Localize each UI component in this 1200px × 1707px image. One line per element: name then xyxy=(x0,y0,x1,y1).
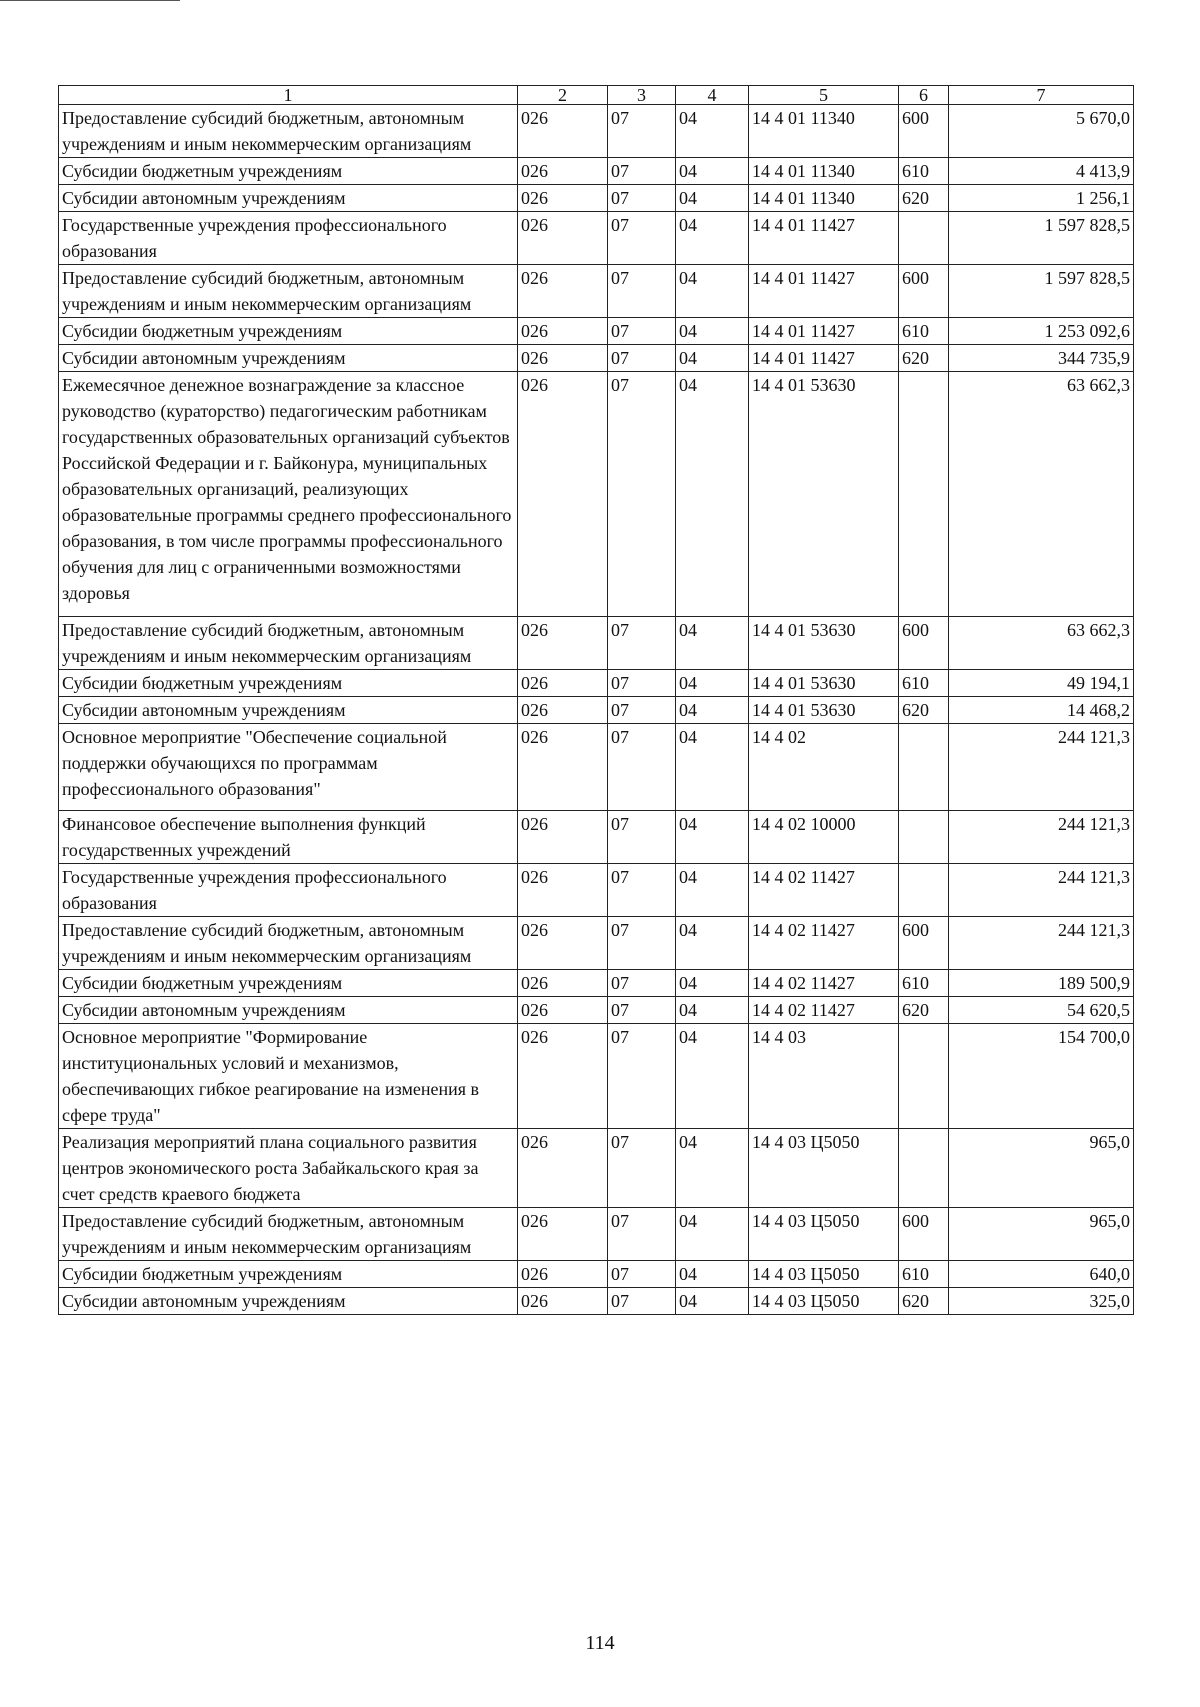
row-section-cell: 07 xyxy=(608,917,676,970)
row-section-cell: 07 xyxy=(608,697,676,724)
row-name-cell: Субсидии бюджетным учреждениям xyxy=(59,318,518,345)
row-amount-cell: 54 620,5 xyxy=(949,997,1134,1024)
row-section-cell: 07 xyxy=(608,1208,676,1261)
table-row xyxy=(59,1129,1134,1208)
row-name-cell: Субсидии автономным учреждениям xyxy=(59,185,518,212)
row-type-cell: 610 xyxy=(899,158,949,185)
row-name-cell: Субсидии автономным учреждениям xyxy=(59,697,518,724)
table-row xyxy=(59,265,1134,318)
header-col-7: 7 xyxy=(949,86,1134,105)
row-target-cell: 14 4 01 11340 xyxy=(749,158,899,185)
row-name-cell: Основное мероприятие "Формирование институциональных условий и механизмов, обеспечивающих гибкое реагирование на изменения в сфере труда" xyxy=(59,1024,518,1129)
row-target-cell: 14 4 03 Ц5050 xyxy=(749,1208,899,1261)
table-row xyxy=(59,318,1134,345)
header-col-6: 6 xyxy=(899,86,949,105)
row-code-cell: 026 xyxy=(518,724,608,811)
row-subsection-cell: 04 xyxy=(676,724,749,811)
row-amount-cell: 4 413,9 xyxy=(949,158,1134,185)
header-col-5: 5 xyxy=(749,86,899,105)
row-name-cell: Предоставление субсидий бюджетным, автономным учреждениям и иным некоммерческим организациям xyxy=(59,105,518,158)
row-section-cell: 07 xyxy=(608,970,676,997)
row-code-cell: 026 xyxy=(518,1261,608,1288)
row-amount-cell: 189 500,9 xyxy=(949,970,1134,997)
row-subsection-cell: 04 xyxy=(676,970,749,997)
row-name-cell: Предоставление субсидий бюджетным, автономным учреждениям и иным некоммерческим организациям xyxy=(59,917,518,970)
row-section-cell: 07 xyxy=(608,158,676,185)
header-col-2: 2 xyxy=(518,86,608,105)
row-type-cell: 600 xyxy=(899,917,949,970)
row-section-cell: 07 xyxy=(608,811,676,864)
row-section-cell: 07 xyxy=(608,617,676,670)
row-subsection-cell: 04 xyxy=(676,105,749,158)
row-target-cell: 14 4 03 Ц5050 xyxy=(749,1288,899,1315)
row-section-cell: 07 xyxy=(608,212,676,265)
row-amount-cell: 640,0 xyxy=(949,1261,1134,1288)
row-code-cell: 026 xyxy=(518,185,608,212)
row-section-cell: 07 xyxy=(608,345,676,372)
row-code-cell: 026 xyxy=(518,318,608,345)
row-target-cell: 14 4 01 53630 xyxy=(749,697,899,724)
row-type-cell: 600 xyxy=(899,105,949,158)
row-name-cell: Предоставление субсидий бюджетным, автономным учреждениям и иным некоммерческим организациям xyxy=(59,617,518,670)
header-col-4: 4 xyxy=(676,86,749,105)
row-code-cell: 026 xyxy=(518,212,608,265)
row-target-cell: 14 4 03 xyxy=(749,1024,899,1129)
row-subsection-cell: 04 xyxy=(676,997,749,1024)
row-code-cell: 026 xyxy=(518,372,608,617)
table-row xyxy=(59,1024,1134,1129)
row-type-cell: 620 xyxy=(899,345,949,372)
table-body xyxy=(59,105,1134,1315)
row-code-cell: 026 xyxy=(518,265,608,318)
row-name-cell: Субсидии автономным учреждениям xyxy=(59,345,518,372)
row-name-cell: Предоставление субсидий бюджетным, автономным учреждениям и иным некоммерческим организациям xyxy=(59,1208,518,1261)
row-type-cell xyxy=(899,1129,949,1208)
row-target-cell: 14 4 03 Ц5050 xyxy=(749,1261,899,1288)
row-section-cell: 07 xyxy=(608,670,676,697)
table-row xyxy=(59,345,1134,372)
row-subsection-cell: 04 xyxy=(676,697,749,724)
row-amount-cell: 154 700,0 xyxy=(949,1024,1134,1129)
row-type-cell: 610 xyxy=(899,670,949,697)
row-type-cell xyxy=(899,1024,949,1129)
row-subsection-cell: 04 xyxy=(676,670,749,697)
row-subsection-cell: 04 xyxy=(676,372,749,617)
row-name-cell: Ежемесячное денежное вознаграждение за классное руководство (кураторство) педагогическим работникам государственных образовательных организаций субъектов Российской Федерации и г. Байконура, муниципальных образовательных организаций, реализующих образовательные программы среднего профессионального образования, в том числе программы профессионального обучения для лиц с ограниченными возможностями здоровья xyxy=(59,372,518,617)
row-subsection-cell: 04 xyxy=(676,917,749,970)
row-target-cell: 14 4 01 11427 xyxy=(749,265,899,318)
row-type-cell xyxy=(899,724,949,811)
row-name-cell: Предоставление субсидий бюджетным, автономным учреждениям и иным некоммерческим организациям xyxy=(59,265,518,318)
row-amount-cell: 244 121,3 xyxy=(949,864,1134,917)
row-amount-cell: 1 597 828,5 xyxy=(949,212,1134,265)
row-type-cell: 610 xyxy=(899,1261,949,1288)
row-subsection-cell: 04 xyxy=(676,1024,749,1129)
row-section-cell: 07 xyxy=(608,185,676,212)
row-amount-cell: 63 662,3 xyxy=(949,372,1134,617)
row-name-cell: Субсидии бюджетным учреждениям xyxy=(59,1261,518,1288)
row-name-cell: Основное мероприятие "Обеспечение социальной поддержки обучающихся по программам профессионального образования" xyxy=(59,724,518,811)
row-code-cell: 026 xyxy=(518,697,608,724)
row-amount-cell: 5 670,0 xyxy=(949,105,1134,158)
row-type-cell: 600 xyxy=(899,617,949,670)
header-col-1: 1 xyxy=(59,86,518,105)
row-section-cell: 07 xyxy=(608,1261,676,1288)
row-amount-cell: 965,0 xyxy=(949,1129,1134,1208)
row-section-cell: 07 xyxy=(608,1288,676,1315)
row-code-cell: 026 xyxy=(518,617,608,670)
row-section-cell: 07 xyxy=(608,997,676,1024)
row-target-cell: 14 4 01 53630 xyxy=(749,617,899,670)
row-type-cell: 610 xyxy=(899,318,949,345)
row-type-cell: 620 xyxy=(899,185,949,212)
row-target-cell: 14 4 01 11427 xyxy=(749,212,899,265)
row-target-cell: 14 4 02 10000 xyxy=(749,811,899,864)
row-name-cell: Субсидии бюджетным учреждениям xyxy=(59,970,518,997)
table-header-row xyxy=(59,86,1134,105)
row-code-cell: 026 xyxy=(518,345,608,372)
row-amount-cell: 1 597 828,5 xyxy=(949,265,1134,318)
row-subsection-cell: 04 xyxy=(676,212,749,265)
row-subsection-cell: 04 xyxy=(676,864,749,917)
row-code-cell: 026 xyxy=(518,864,608,917)
row-target-cell: 14 4 01 11427 xyxy=(749,318,899,345)
row-name-cell: Субсидии бюджетным учреждениям xyxy=(59,670,518,697)
row-amount-cell: 63 662,3 xyxy=(949,617,1134,670)
table-row xyxy=(59,697,1134,724)
row-type-cell: 610 xyxy=(899,970,949,997)
table-row xyxy=(59,372,1134,617)
row-code-cell: 026 xyxy=(518,917,608,970)
row-subsection-cell: 04 xyxy=(676,265,749,318)
row-code-cell: 026 xyxy=(518,811,608,864)
row-subsection-cell: 04 xyxy=(676,1129,749,1208)
row-type-cell: 600 xyxy=(899,1208,949,1261)
row-amount-cell: 244 121,3 xyxy=(949,724,1134,811)
row-section-cell: 07 xyxy=(608,1129,676,1208)
row-type-cell: 600 xyxy=(899,265,949,318)
row-target-cell: 14 4 02 11427 xyxy=(749,970,899,997)
row-subsection-cell: 04 xyxy=(676,185,749,212)
row-subsection-cell: 04 xyxy=(676,811,749,864)
row-name-cell: Субсидии автономным учреждениям xyxy=(59,997,518,1024)
table-row xyxy=(59,1261,1134,1288)
row-target-cell: 14 4 01 11340 xyxy=(749,105,899,158)
row-subsection-cell: 04 xyxy=(676,1261,749,1288)
row-target-cell: 14 4 01 11340 xyxy=(749,185,899,212)
row-name-cell: Субсидии автономным учреждениям xyxy=(59,1288,518,1315)
row-target-cell: 14 4 02 11427 xyxy=(749,864,899,917)
row-amount-cell: 325,0 xyxy=(949,1288,1134,1315)
table-row xyxy=(59,811,1134,864)
row-amount-cell: 244 121,3 xyxy=(949,811,1134,864)
row-section-cell: 07 xyxy=(608,1024,676,1129)
row-target-cell: 14 4 02 11427 xyxy=(749,917,899,970)
row-subsection-cell: 04 xyxy=(676,345,749,372)
scan-edge-mark xyxy=(0,0,180,3)
table-row xyxy=(59,1208,1134,1261)
row-name-cell: Субсидии бюджетным учреждениям xyxy=(59,158,518,185)
row-type-cell xyxy=(899,811,949,864)
row-type-cell xyxy=(899,864,949,917)
row-target-cell: 14 4 02 xyxy=(749,724,899,811)
header-col-3: 3 xyxy=(608,86,676,105)
table-row xyxy=(59,158,1134,185)
row-subsection-cell: 04 xyxy=(676,158,749,185)
table-row xyxy=(59,970,1134,997)
budget-table xyxy=(58,85,1134,1315)
row-code-cell: 026 xyxy=(518,1024,608,1129)
row-target-cell: 14 4 03 Ц5050 xyxy=(749,1129,899,1208)
row-subsection-cell: 04 xyxy=(676,318,749,345)
table-row xyxy=(59,997,1134,1024)
table-row xyxy=(59,185,1134,212)
row-code-cell: 026 xyxy=(518,970,608,997)
row-subsection-cell: 04 xyxy=(676,1208,749,1261)
budget-table-container xyxy=(58,85,1133,1315)
row-code-cell: 026 xyxy=(518,1288,608,1315)
row-amount-cell: 1 256,1 xyxy=(949,185,1134,212)
row-section-cell: 07 xyxy=(608,318,676,345)
table-row xyxy=(59,670,1134,697)
table-row xyxy=(59,1288,1134,1315)
row-code-cell: 026 xyxy=(518,105,608,158)
row-name-cell: Государственные учреждения профессионального образования xyxy=(59,212,518,265)
row-type-cell: 620 xyxy=(899,997,949,1024)
row-amount-cell: 965,0 xyxy=(949,1208,1134,1261)
table-row xyxy=(59,864,1134,917)
row-name-cell: Реализация мероприятий плана социального развития центров экономического роста Забайкальского края за счет средств краевого бюджета xyxy=(59,1129,518,1208)
row-name-cell: Государственные учреждения профессионального образования xyxy=(59,864,518,917)
row-amount-cell: 49 194,1 xyxy=(949,670,1134,697)
row-section-cell: 07 xyxy=(608,265,676,318)
row-amount-cell: 1 253 092,6 xyxy=(949,318,1134,345)
row-amount-cell: 14 468,2 xyxy=(949,697,1134,724)
row-target-cell: 14 4 01 11427 xyxy=(749,345,899,372)
table-row xyxy=(59,617,1134,670)
table-row xyxy=(59,724,1134,811)
row-target-cell: 14 4 01 53630 xyxy=(749,372,899,617)
row-type-cell xyxy=(899,212,949,265)
table-row xyxy=(59,212,1134,265)
row-type-cell: 620 xyxy=(899,1288,949,1315)
row-target-cell: 14 4 01 53630 xyxy=(749,670,899,697)
table-row xyxy=(59,105,1134,158)
row-subsection-cell: 04 xyxy=(676,1288,749,1315)
row-amount-cell: 244 121,3 xyxy=(949,917,1134,970)
row-section-cell: 07 xyxy=(608,864,676,917)
row-code-cell: 026 xyxy=(518,1208,608,1261)
row-name-cell: Финансовое обеспечение выполнения функций государственных учреждений xyxy=(59,811,518,864)
row-code-cell: 026 xyxy=(518,670,608,697)
row-section-cell: 07 xyxy=(608,724,676,811)
row-code-cell: 026 xyxy=(518,997,608,1024)
row-target-cell: 14 4 02 11427 xyxy=(749,997,899,1024)
row-section-cell: 07 xyxy=(608,372,676,617)
page-number: 114 xyxy=(585,1632,615,1654)
row-subsection-cell: 04 xyxy=(676,617,749,670)
row-code-cell: 026 xyxy=(518,1129,608,1208)
row-section-cell: 07 xyxy=(608,105,676,158)
row-amount-cell: 344 735,9 xyxy=(949,345,1134,372)
row-code-cell: 026 xyxy=(518,158,608,185)
row-type-cell: 620 xyxy=(899,697,949,724)
row-type-cell xyxy=(899,372,949,617)
table-row xyxy=(59,917,1134,970)
